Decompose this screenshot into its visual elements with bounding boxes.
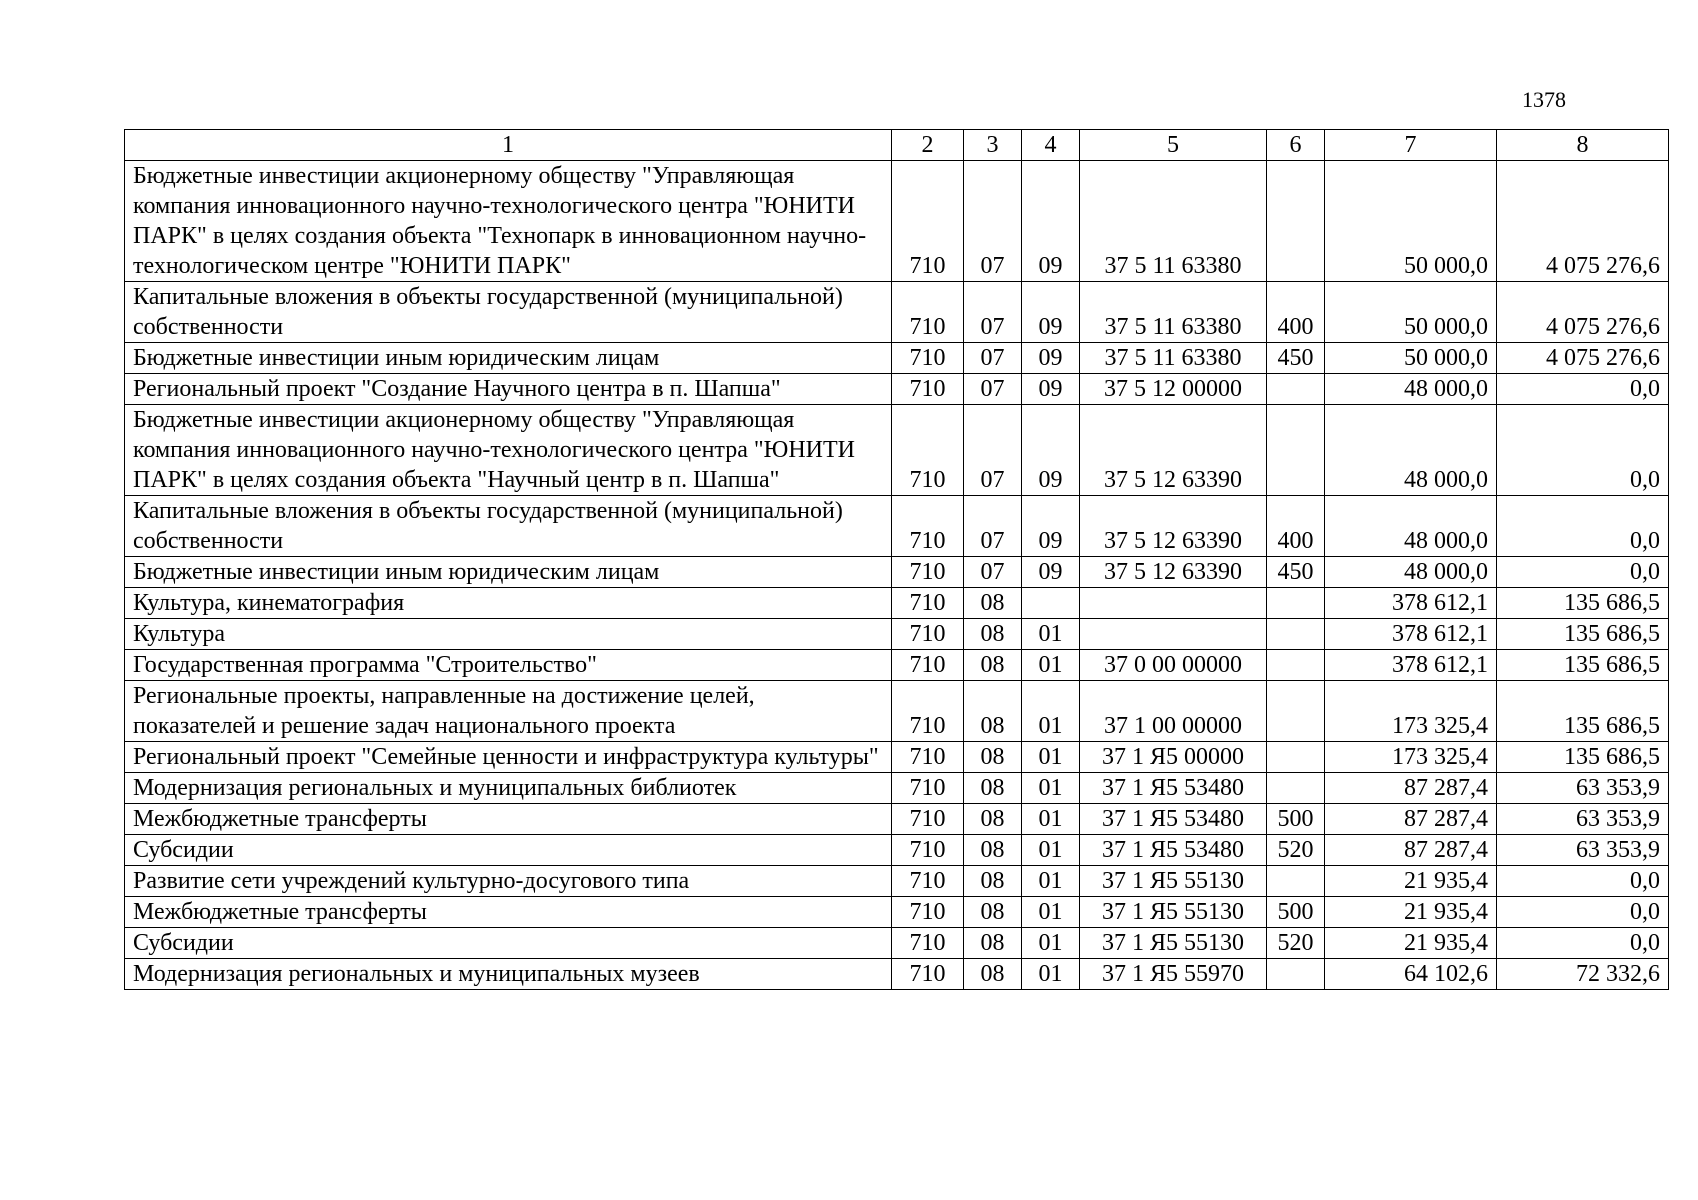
target-article-cell: 37 5 12 63390 bbox=[1080, 405, 1267, 496]
subsection-code-cell: 09 bbox=[1022, 343, 1080, 374]
ved-code-cell: 710 bbox=[892, 866, 964, 897]
amount-cell: 87 287,4 bbox=[1325, 804, 1497, 835]
target-article-cell bbox=[1080, 619, 1267, 650]
row-name-cell: Капитальные вложения в объекты государственной (муниципальной) собственности bbox=[125, 282, 892, 343]
amount-cell: 0,0 bbox=[1497, 557, 1669, 588]
amount-cell: 0,0 bbox=[1497, 405, 1669, 496]
ved-code-cell: 710 bbox=[892, 619, 964, 650]
column-header: 7 bbox=[1325, 130, 1497, 161]
expense-type-cell: 450 bbox=[1267, 343, 1325, 374]
expense-type-cell: 400 bbox=[1267, 496, 1325, 557]
table-row bbox=[125, 343, 1669, 374]
target-article-cell: 37 0 00 00000 bbox=[1080, 650, 1267, 681]
section-code-cell: 07 bbox=[964, 343, 1022, 374]
amount-cell: 48 000,0 bbox=[1325, 405, 1497, 496]
table-row bbox=[125, 619, 1669, 650]
target-article-cell: 37 1 Я5 55130 bbox=[1080, 897, 1267, 928]
ved-code-cell: 710 bbox=[892, 681, 964, 742]
expense-type-cell bbox=[1267, 742, 1325, 773]
row-name-cell: Межбюджетные трансферты bbox=[125, 804, 892, 835]
section-code-cell: 08 bbox=[964, 588, 1022, 619]
subsection-code-cell: 01 bbox=[1022, 897, 1080, 928]
budget-table bbox=[124, 129, 1669, 990]
target-article-cell: 37 1 Я5 53480 bbox=[1080, 835, 1267, 866]
subsection-code-cell bbox=[1022, 588, 1080, 619]
target-article-cell: 37 5 12 63390 bbox=[1080, 557, 1267, 588]
table-row bbox=[125, 405, 1669, 496]
ved-code-cell: 710 bbox=[892, 405, 964, 496]
subsection-code-cell: 01 bbox=[1022, 650, 1080, 681]
amount-cell: 0,0 bbox=[1497, 897, 1669, 928]
table-row bbox=[125, 742, 1669, 773]
ved-code-cell: 710 bbox=[892, 897, 964, 928]
subsection-code-cell: 09 bbox=[1022, 405, 1080, 496]
target-article-cell: 37 1 00 00000 bbox=[1080, 681, 1267, 742]
table-row bbox=[125, 282, 1669, 343]
ved-code-cell: 710 bbox=[892, 374, 964, 405]
ved-code-cell: 710 bbox=[892, 557, 964, 588]
row-name-cell: Региональный проект "Создание Научного центра в п. Шапша" bbox=[125, 374, 892, 405]
ved-code-cell: 710 bbox=[892, 959, 964, 990]
row-name-cell: Бюджетные инвестиции акционерному обществу "Управляющая компания инновационного научно-технологического центра "ЮНИТИ ПАРК" в целях создания объекта "Научный центр в п. Шапша" bbox=[125, 405, 892, 496]
ved-code-cell: 710 bbox=[892, 282, 964, 343]
subsection-code-cell: 01 bbox=[1022, 804, 1080, 835]
column-header: 3 bbox=[964, 130, 1022, 161]
subsection-code-cell: 01 bbox=[1022, 681, 1080, 742]
page-number: 1378 bbox=[1522, 87, 1566, 112]
section-code-cell: 08 bbox=[964, 619, 1022, 650]
amount-cell: 50 000,0 bbox=[1325, 161, 1497, 282]
section-code-cell: 08 bbox=[964, 866, 1022, 897]
row-name-cell: Бюджетные инвестиции иным юридическим лицам bbox=[125, 343, 892, 374]
subsection-code-cell: 01 bbox=[1022, 866, 1080, 897]
column-header: 6 bbox=[1267, 130, 1325, 161]
amount-cell: 48 000,0 bbox=[1325, 557, 1497, 588]
row-name-cell: Бюджетные инвестиции иным юридическим лицам bbox=[125, 557, 892, 588]
amount-cell: 21 935,4 bbox=[1325, 928, 1497, 959]
row-name-cell: Развитие сети учреждений культурно-досугового типа bbox=[125, 866, 892, 897]
section-code-cell: 08 bbox=[964, 681, 1022, 742]
target-article-cell: 37 1 Я5 55130 bbox=[1080, 928, 1267, 959]
section-code-cell: 08 bbox=[964, 773, 1022, 804]
expense-type-cell bbox=[1267, 959, 1325, 990]
subsection-code-cell: 09 bbox=[1022, 161, 1080, 282]
target-article-cell: 37 5 12 00000 bbox=[1080, 374, 1267, 405]
table-row bbox=[125, 496, 1669, 557]
table-row bbox=[125, 928, 1669, 959]
subsection-code-cell: 01 bbox=[1022, 835, 1080, 866]
amount-cell: 63 353,9 bbox=[1497, 773, 1669, 804]
expense-type-cell bbox=[1267, 681, 1325, 742]
amount-cell: 173 325,4 bbox=[1325, 742, 1497, 773]
table-row bbox=[125, 866, 1669, 897]
section-code-cell: 08 bbox=[964, 835, 1022, 866]
amount-cell: 135 686,5 bbox=[1497, 681, 1669, 742]
column-header: 4 bbox=[1022, 130, 1080, 161]
amount-cell: 378 612,1 bbox=[1325, 588, 1497, 619]
subsection-code-cell: 09 bbox=[1022, 374, 1080, 405]
subsection-code-cell: 01 bbox=[1022, 928, 1080, 959]
amount-cell: 0,0 bbox=[1497, 496, 1669, 557]
table-row bbox=[125, 374, 1669, 405]
table-row bbox=[125, 650, 1669, 681]
amount-cell: 50 000,0 bbox=[1325, 343, 1497, 374]
expense-type-cell: 500 bbox=[1267, 804, 1325, 835]
table-row bbox=[125, 959, 1669, 990]
target-article-cell: 37 1 Я5 53480 bbox=[1080, 804, 1267, 835]
amount-cell: 378 612,1 bbox=[1325, 650, 1497, 681]
ved-code-cell: 710 bbox=[892, 588, 964, 619]
section-code-cell: 07 bbox=[964, 282, 1022, 343]
ved-code-cell: 710 bbox=[892, 496, 964, 557]
amount-cell: 135 686,5 bbox=[1497, 742, 1669, 773]
header-row bbox=[125, 130, 1669, 161]
amount-cell: 21 935,4 bbox=[1325, 866, 1497, 897]
amount-cell: 21 935,4 bbox=[1325, 897, 1497, 928]
row-name-cell: Субсидии bbox=[125, 928, 892, 959]
expense-type-cell bbox=[1267, 161, 1325, 282]
expense-type-cell bbox=[1267, 773, 1325, 804]
row-name-cell: Региональные проекты, направленные на достижение целей, показателей и решение задач национального проекта bbox=[125, 681, 892, 742]
ved-code-cell: 710 bbox=[892, 161, 964, 282]
target-article-cell: 37 1 Я5 55970 bbox=[1080, 959, 1267, 990]
expense-type-cell: 520 bbox=[1267, 835, 1325, 866]
expense-type-cell bbox=[1267, 405, 1325, 496]
amount-cell: 4 075 276,6 bbox=[1497, 282, 1669, 343]
section-code-cell: 08 bbox=[964, 897, 1022, 928]
row-name-cell: Культура bbox=[125, 619, 892, 650]
target-article-cell: 37 5 11 63380 bbox=[1080, 161, 1267, 282]
ved-code-cell: 710 bbox=[892, 742, 964, 773]
target-article-cell: 37 5 11 63380 bbox=[1080, 343, 1267, 374]
expense-type-cell: 450 bbox=[1267, 557, 1325, 588]
section-code-cell: 07 bbox=[964, 557, 1022, 588]
amount-cell: 72 332,6 bbox=[1497, 959, 1669, 990]
ved-code-cell: 710 bbox=[892, 343, 964, 374]
amount-cell: 0,0 bbox=[1497, 928, 1669, 959]
row-name-cell: Бюджетные инвестиции акционерному обществу "Управляющая компания инновационного научно-технологического центра "ЮНИТИ ПАРК" в целях создания объекта "Технопарк в инновационном научно-технологическом центре "ЮНИТИ ПАРК" bbox=[125, 161, 892, 282]
table-row bbox=[125, 897, 1669, 928]
row-name-cell: Субсидии bbox=[125, 835, 892, 866]
amount-cell: 50 000,0 bbox=[1325, 282, 1497, 343]
table-row bbox=[125, 681, 1669, 742]
target-article-cell: 37 1 Я5 00000 bbox=[1080, 742, 1267, 773]
column-header: 1 bbox=[125, 130, 892, 161]
amount-cell: 4 075 276,6 bbox=[1497, 343, 1669, 374]
column-header: 8 bbox=[1497, 130, 1669, 161]
amount-cell: 87 287,4 bbox=[1325, 835, 1497, 866]
ved-code-cell: 710 bbox=[892, 835, 964, 866]
amount-cell: 135 686,5 bbox=[1497, 619, 1669, 650]
row-name-cell: Межбюджетные трансферты bbox=[125, 897, 892, 928]
amount-cell: 48 000,0 bbox=[1325, 496, 1497, 557]
expense-type-cell: 400 bbox=[1267, 282, 1325, 343]
section-code-cell: 07 bbox=[964, 161, 1022, 282]
target-article-cell: 37 5 11 63380 bbox=[1080, 282, 1267, 343]
expense-type-cell bbox=[1267, 588, 1325, 619]
row-name-cell: Региональный проект "Семейные ценности и инфраструктура культуры" bbox=[125, 742, 892, 773]
row-name-cell: Капитальные вложения в объекты государственной (муниципальной) собственности bbox=[125, 496, 892, 557]
column-header: 5 bbox=[1080, 130, 1267, 161]
target-article-cell: 37 5 12 63390 bbox=[1080, 496, 1267, 557]
section-code-cell: 08 bbox=[964, 650, 1022, 681]
expense-type-cell: 500 bbox=[1267, 897, 1325, 928]
section-code-cell: 07 bbox=[964, 405, 1022, 496]
expense-type-cell bbox=[1267, 866, 1325, 897]
amount-cell: 87 287,4 bbox=[1325, 773, 1497, 804]
target-article-cell: 37 1 Я5 53480 bbox=[1080, 773, 1267, 804]
expense-type-cell bbox=[1267, 650, 1325, 681]
amount-cell: 64 102,6 bbox=[1325, 959, 1497, 990]
ved-code-cell: 710 bbox=[892, 928, 964, 959]
amount-cell: 173 325,4 bbox=[1325, 681, 1497, 742]
amount-cell: 135 686,5 bbox=[1497, 588, 1669, 619]
target-article-cell: 37 1 Я5 55130 bbox=[1080, 866, 1267, 897]
row-name-cell: Культура, кинематография bbox=[125, 588, 892, 619]
subsection-code-cell: 01 bbox=[1022, 773, 1080, 804]
table-row bbox=[125, 835, 1669, 866]
section-code-cell: 07 bbox=[964, 496, 1022, 557]
section-code-cell: 08 bbox=[964, 742, 1022, 773]
expense-type-cell bbox=[1267, 374, 1325, 405]
subsection-code-cell: 09 bbox=[1022, 282, 1080, 343]
row-name-cell: Модернизация региональных и муниципальных музеев bbox=[125, 959, 892, 990]
amount-cell: 48 000,0 bbox=[1325, 374, 1497, 405]
expense-type-cell bbox=[1267, 619, 1325, 650]
table-row bbox=[125, 588, 1669, 619]
ved-code-cell: 710 bbox=[892, 804, 964, 835]
amount-cell: 378 612,1 bbox=[1325, 619, 1497, 650]
ved-code-cell: 710 bbox=[892, 773, 964, 804]
section-code-cell: 07 bbox=[964, 374, 1022, 405]
table-row bbox=[125, 773, 1669, 804]
row-name-cell: Государственная программа "Строительство" bbox=[125, 650, 892, 681]
section-code-cell: 08 bbox=[964, 959, 1022, 990]
section-code-cell: 08 bbox=[964, 804, 1022, 835]
amount-cell: 0,0 bbox=[1497, 374, 1669, 405]
subsection-code-cell: 09 bbox=[1022, 496, 1080, 557]
section-code-cell: 08 bbox=[964, 928, 1022, 959]
amount-cell: 0,0 bbox=[1497, 866, 1669, 897]
row-name-cell: Модернизация региональных и муниципальных библиотек bbox=[125, 773, 892, 804]
amount-cell: 63 353,9 bbox=[1497, 804, 1669, 835]
amount-cell: 135 686,5 bbox=[1497, 650, 1669, 681]
subsection-code-cell: 09 bbox=[1022, 557, 1080, 588]
table-row bbox=[125, 161, 1669, 282]
subsection-code-cell: 01 bbox=[1022, 742, 1080, 773]
expense-type-cell: 520 bbox=[1267, 928, 1325, 959]
subsection-code-cell: 01 bbox=[1022, 959, 1080, 990]
target-article-cell bbox=[1080, 588, 1267, 619]
ved-code-cell: 710 bbox=[892, 650, 964, 681]
table-row bbox=[125, 804, 1669, 835]
table-row bbox=[125, 557, 1669, 588]
amount-cell: 63 353,9 bbox=[1497, 835, 1669, 866]
column-header: 2 bbox=[892, 130, 964, 161]
amount-cell: 4 075 276,6 bbox=[1497, 161, 1669, 282]
subsection-code-cell: 01 bbox=[1022, 619, 1080, 650]
